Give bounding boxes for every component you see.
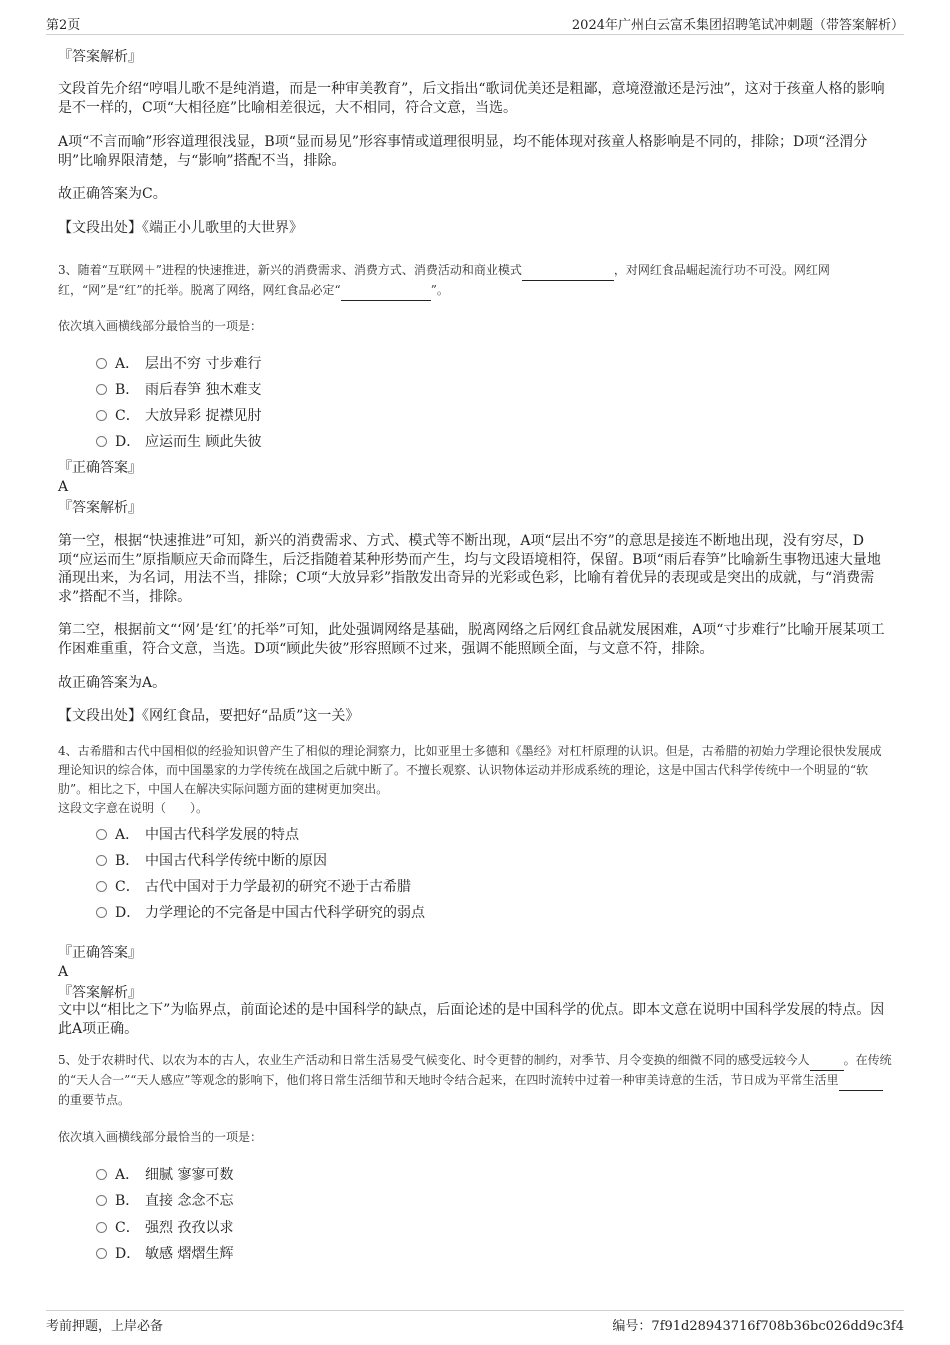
- q4-analysis: 文中以“相比之下”为临界点，前面论述的是中国科学的缺点，后面论述的是中国科学的优点。即本文意在说明中国科学发展的特点。因此A项正确。: [58, 1002, 885, 1037]
- radio-icon[interactable]: [96, 1195, 107, 1206]
- q2-analysis-label: 『答案解析』: [58, 49, 142, 65]
- q4-answer: A: [58, 964, 69, 980]
- q3-option-b[interactable]: B． 雨后春笋 独木难支: [96, 379, 261, 399]
- page-header: [46, 12, 904, 35]
- q5-blank-1: [810, 1051, 844, 1071]
- q4-option-d[interactable]: D． 力学理论的不完备是中国古代科学研究的弱点: [96, 902, 425, 922]
- q3-blank-1: [522, 261, 614, 281]
- radio-icon[interactable]: [96, 855, 107, 866]
- radio-icon[interactable]: [96, 1222, 107, 1233]
- q5-option-d[interactable]: D． 敏感 熠熠生辉: [96, 1243, 233, 1263]
- q3-answer: A: [58, 479, 69, 495]
- radio-icon[interactable]: [96, 1248, 107, 1259]
- radio-icon[interactable]: [96, 1169, 107, 1180]
- q3-instruction: 依次填入画横线部分最恰当的一项是：: [58, 319, 263, 333]
- radio-icon[interactable]: [96, 881, 107, 892]
- document-code: 编号：7f91d28943716f708b36bc026dd9c3f4: [612, 1319, 904, 1334]
- q3-analysis-para2: 第二空，根据前文“‘网’是‘红’的托举”可知，此处强调网络是基础，脱离网络之后网红食品就发展困难，A项“寸步难行”比喻开展某项工作困难重重，符合文意，当选。D项“顾此失彼”形容照顾不过来，强调不能照顾全面，与文意不符，排除。: [58, 622, 885, 657]
- q4-answer-label: 『正确答案』: [58, 945, 142, 961]
- q3-stem: [58, 261, 893, 301]
- q4-stem: 4、古希腊和古代中国相似的经验知识曾产生了相似的理论洞察力，比如亚里士多德和《墨经》对杠杆原理的认识。但是，古希腊的初始力学理论很快发展成理论知识的综合体，而中国墨家的力学传统在战国之后就中断了。不擅长观察、认识物体运动并形成系统的理论，这是中国古代科学传统中一个明显的“软肋”。相比之下，中国人在解决实际问题方面的建树更加突出。: [58, 744, 882, 796]
- q3-stem-part1: 3、随着“互联网＋”进程的快速推进，新兴的消费需求、消费方式、消费活动和商业模式: [58, 263, 522, 277]
- page-footer: [46, 1310, 904, 1334]
- q3-blank-2: [341, 281, 431, 301]
- document-title: 2024年广州白云富禾集团招聘笔试冲刺题（带答案解析）: [571, 18, 904, 33]
- q5-option-b[interactable]: B． 直接 念念不忘: [96, 1190, 233, 1210]
- q3-source: 【文段出处】《网红食品，要把好“品质”这一关》: [58, 708, 360, 724]
- q5-stem-part2: 。在传统的“天人合一”“天人感应”等观念的影响下，他们将日常生活细节和天地时令结合起来，在四时流转中过着一种审美诗意的生活，节日成为平常生活里: [58, 1053, 892, 1087]
- radio-icon[interactable]: [96, 829, 107, 840]
- q5-stem: [58, 1051, 893, 1110]
- q3-answer-label: 『正确答案』: [58, 460, 142, 476]
- q3-option-a[interactable]: A． 层出不穷 寸步难行: [96, 353, 261, 373]
- q5-option-c[interactable]: C． 强烈 孜孜以求: [96, 1217, 233, 1237]
- page-number: 第2页: [46, 18, 81, 33]
- q2-analysis-para1: 文段首先介绍“哼唱儿歌不是纯消遣，而是一种审美教育”，后文指出“歌词优美还是粗鄙，意境澄澈还是污浊”，这对于孩童人格的影响是不一样的，C项“大相径庭”比喻相差很远，大不相同，符合文意，当选。: [58, 81, 885, 116]
- q3-option-c[interactable]: C． 大放异彩 捉襟见肘: [96, 405, 261, 425]
- q5-option-a[interactable]: A． 细腻 寥寥可数: [96, 1164, 233, 1184]
- radio-icon[interactable]: [96, 907, 107, 918]
- q3-analysis-para1: 第一空，根据“快速推进”可知，新兴的消费需求、方式、模式等不断出现，A项“层出不穷”的意思是接连不断地出现，没有穷尽，D项“应运而生”原指顺应天命而降生，后泛指随着某种形势而产生，均与文段语境相符，保留。B项“雨后春笋”比喻新生事物迅速大量地涌现出来，为名词，用法不当，排除；C项“大放异彩”指散发出奇异的光彩或色彩，比喻有着优异的表现或是突出的成就，与“消费需求”搭配不当，排除。: [58, 533, 881, 605]
- q3-analysis-label: 『答案解析』: [58, 500, 142, 516]
- q2-conclusion: 故正确答案为C。: [58, 186, 167, 202]
- q5-instruction: 依次填入画横线部分最恰当的一项是：: [58, 1130, 263, 1144]
- radio-icon[interactable]: [96, 384, 107, 395]
- q2-analysis-para2: A项“不言而喻”形容道理很浅显，B项“显而易见”形容事情或道理很明显，均不能体现对孩童人格影响是不同的，排除；D项“泾渭分明”比喻界限清楚，与“影响”搭配不当，排除。: [58, 134, 868, 169]
- q3-stem-part3: ”。: [430, 283, 449, 297]
- radio-icon[interactable]: [96, 410, 107, 421]
- q4-question: 这段文字意在说明（ ）。: [58, 801, 209, 815]
- q2-source: 【文段出处】《端正小儿歌里的大世界》: [58, 220, 303, 236]
- q5-stem-part3: 的重要节点。: [58, 1093, 131, 1107]
- q3-stem-part2: ，对网红食品崛起流行功不可没。网红网红，“网”是“红”的托举。脱离了网络，网红食品必定“: [58, 263, 830, 297]
- q4-analysis-label: 『答案解析』: [58, 985, 142, 1001]
- q4-option-a[interactable]: A． 中国古代科学发展的特点: [96, 824, 299, 844]
- q3-option-d[interactable]: D． 应运而生 顾此失彼: [96, 431, 261, 451]
- q5-blank-2: [839, 1071, 883, 1091]
- radio-icon[interactable]: [96, 436, 107, 447]
- radio-icon[interactable]: [96, 358, 107, 369]
- q4-option-c[interactable]: C． 古代中国对于力学最初的研究不逊于古希腊: [96, 876, 411, 896]
- q4-option-b[interactable]: B． 中国古代科学传统中断的原因: [96, 850, 327, 870]
- q5-stem-part1: 5、处于农耕时代、以农为本的古人，农业生产活动和日常生活易受气候变化、时令更替的制约，对季节、月令变换的细微不同的感受远较今人: [58, 1053, 810, 1067]
- q3-conclusion: 故正确答案为A。: [58, 675, 167, 691]
- footer-slogan: 考前押题，上岸必备: [46, 1319, 164, 1334]
